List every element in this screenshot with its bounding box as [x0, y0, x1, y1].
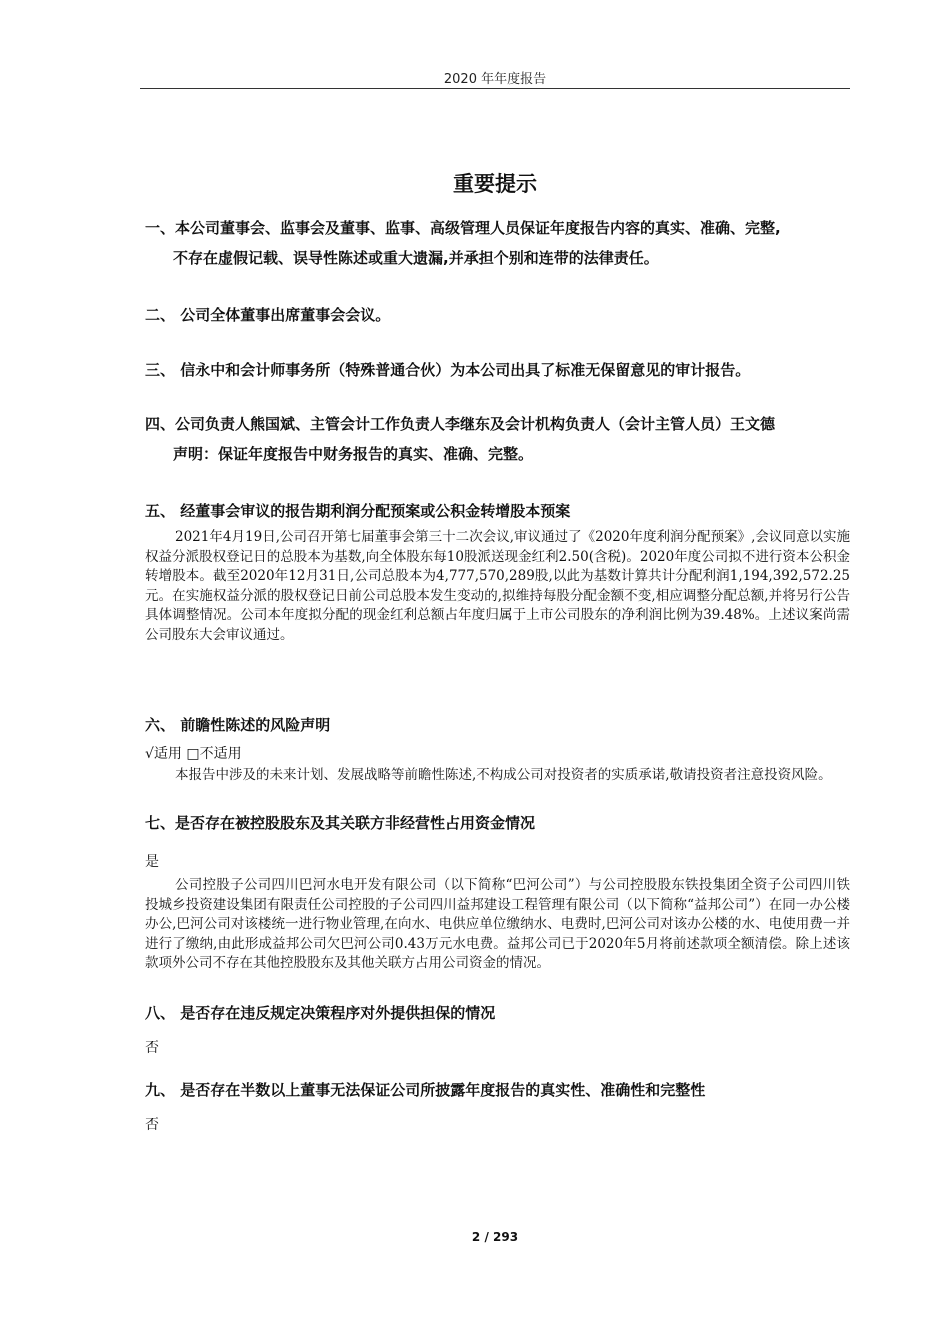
- section-5-heading: 五、 经董事会审议的报告期利润分配预案或公积金转增股本预案: [145, 502, 571, 520]
- section-5: [145, 496, 850, 645]
- section-4-line-1: 四、公司负责人熊国斌、主管会计工作负责人李继东及会计机构负责人（会计主管人员）王文德: [145, 415, 776, 433]
- section-1-line-1: 一、本公司董事会、监事会及董事、监事、高级管理人员保证年度报告内容的真实、准确、完整,: [145, 219, 781, 237]
- section-1: [145, 213, 850, 273]
- header-divider: [140, 88, 850, 89]
- section-7: [145, 808, 850, 974]
- page-number: 2 / 293: [471, 1230, 519, 1244]
- section-7-body: 公司控股子公司四川巴河水电开发有限公司（以下简称“巴河公司”）与公司控股股东铁投集团全资子公司四川铁投城乡投资建设集团有限责任公司控股的子公司四川益邦建设工程管理有限公司（以下简称“益邦公司”）在同一办公楼办公,巴河公司对该楼统一进行物业管理,在向水、电供应单位缴纳水、电费时,巴河公司对该办公楼的水、电使用费一并进行了缴纳,由此形成益邦公司欠巴河公司0.43万元水电费。益邦公司已于2020年5月将前述款项全额清偿。除上述该款项外公司不存在其他控股股东及其他关联方占用公司资金的情况。: [145, 877, 850, 971]
- section-4: [145, 409, 850, 469]
- section-6: [145, 710, 850, 786]
- section-8: [145, 998, 850, 1058]
- section-6-body: 本报告中涉及的未来计划、发展战略等前瞻性陈述,不构成公司对投资者的实质承诺,敬请投资者注意投资风险。: [175, 767, 832, 783]
- section-8-answer: 否: [145, 1040, 159, 1056]
- section-2: [145, 300, 850, 330]
- section-6-options: √适用 □不适用: [145, 746, 242, 762]
- section-1-line-2: 不存在虚假记载、误导性陈述或重大遗漏,并承担个别和连带的法律责任。: [173, 249, 659, 267]
- section-5-body: 2021年4月19日,公司召开第七届董事会第三十二次会议,审议通过了《2020年度利润分配预案》,会议同意以实施权益分派股权登记日的总股本为基数,向全体股东每10股派送现金红利2.50(含税)。2020年度公司拟不进行资本公积金转增股本。截至2020年12月31日,公司总股本为4,777,570,289股,以此为基数计算共计分配利润1,194,392,572.25元。在实施权益分派的股权登记日前公司总股本发生变动的,拟维持每股分配金额不变,相应调整分配总额,并将另行公告具体调整情况。公司本年度拟分配的现金红利总额占年度归属于上市公司股东的净利润比例为39.48%。上述议案尚需公司股东大会审议通过。: [145, 529, 850, 643]
- section-8-heading: 八、 是否存在违反规定决策程序对外提供担保的情况: [145, 1004, 496, 1022]
- running-header: 2020 年年度报告: [443, 72, 547, 87]
- section-7-answer: 是: [145, 854, 159, 870]
- section-3-text: 三、 信永中和会计师事务所（特殊普通合伙）为本公司出具了标准无保留意见的审计报告。: [145, 361, 751, 379]
- section-7-heading: 七、是否存在被控股股东及其关联方非经营性占用资金情况: [145, 814, 536, 832]
- section-3: [145, 355, 850, 385]
- section-9-answer: 否: [145, 1117, 159, 1133]
- section-9-heading: 九、 是否存在半数以上董事无法保证公司所披露年度报告的真实性、准确性和完整性: [145, 1081, 706, 1099]
- section-4-line-2: 声明：保证年度报告中财务报告的真实、准确、完整。: [173, 445, 534, 463]
- section-9: [145, 1075, 850, 1135]
- section-2-text: 二、 公司全体董事出席董事会会议。: [145, 306, 391, 324]
- page-title: 重要提示: [453, 172, 537, 196]
- section-6-heading: 六、 前瞻性陈述的风险声明: [145, 716, 331, 734]
